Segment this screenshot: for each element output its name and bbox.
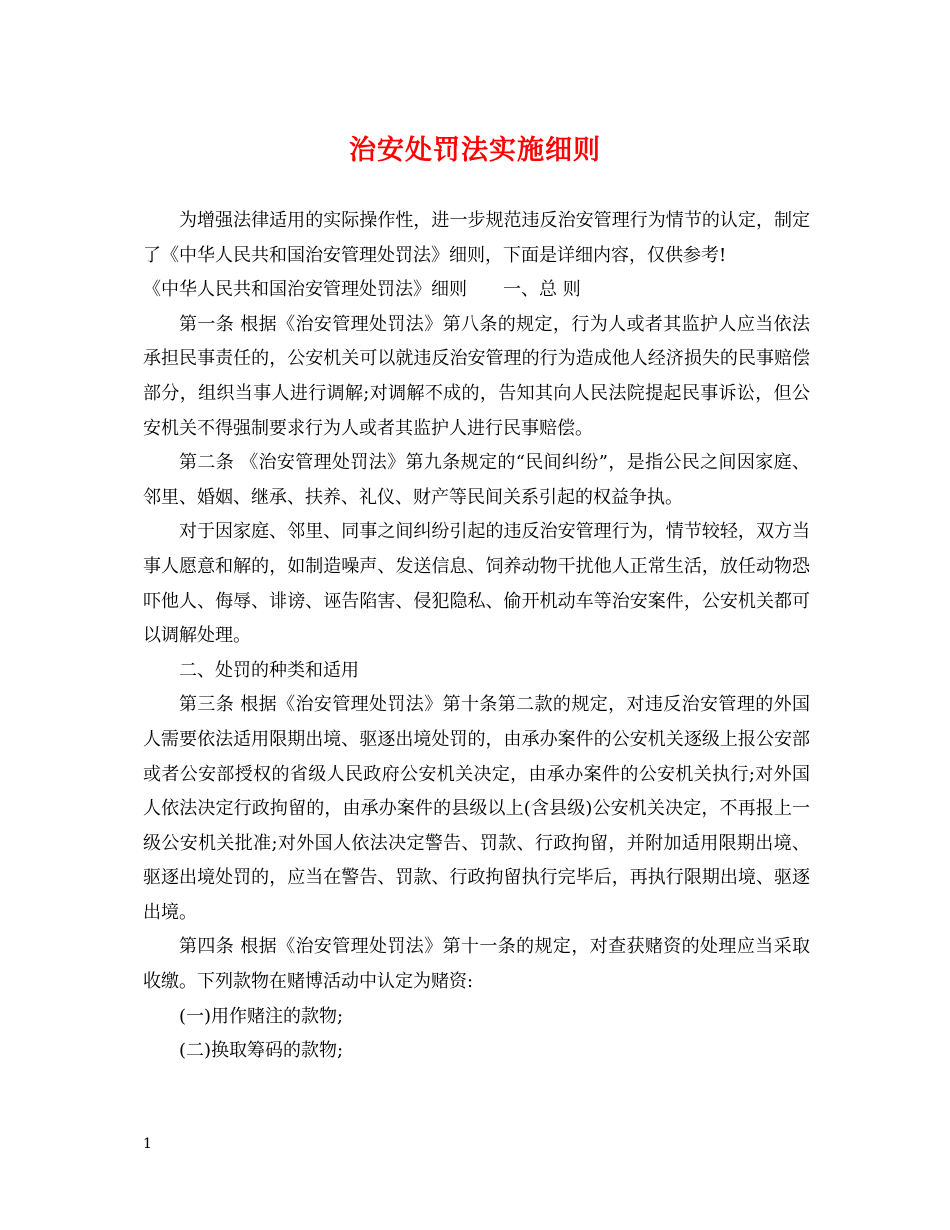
paragraph-article-1: 第一条 根据《治安管理处罚法》第八条的规定，行为人或者其监护人应当依法承担民事责任的，公安机关可以就违反治安管理的行为造成他人经济损失的民事赔偿部分，组织当事人进行调解;对调解不成的，告知其向人民法院提起民事诉讼，但公安机关不得强制要求行为人或者其监护人进行民事赔偿。 xyxy=(143,313,810,439)
paragraph-list-item-2: (二)换取筹码的款物; xyxy=(179,1040,344,1062)
paragraph-article-4: 第四条 根据《治安管理处罚法》第十一条的规定，对查获赌资的处理应当采取收缴。下列款物在赌博活动中认定为赌资: xyxy=(143,936,810,993)
paragraph-article-2: 第二条 《治安管理处罚法》第九条规定的“民间纠纷”，是指公民之间因家庭、邻里、婚姻、继承、扶养、礼仪、财产等民间关系引起的权益争执。 xyxy=(143,452,810,508)
paragraph-article-3: 第三条 根据《治安管理处罚法》第十条第二款的规定，对违反治安管理的外国人需要依法适用限期出境、驱逐出境处罚的，由承办案件的公安机关逐级上报公安部或者公安部授权的省级人民政府公安机关决定，由承办案件的公安机关执行;对外国人依法决定行政拘留的，由承办案件的县级以上(含县级)公安机关决定，不再报上一级公安机关批准;对外国人依法决定警告、罚款、行政拘留，并附加适用限期出境、驱逐出境处罚的，应当在警告、罚款、行政拘留执行完毕后，再执行限期出境、驱逐出境。 xyxy=(143,694,810,923)
document-body xyxy=(143,204,810,1069)
paragraph-heading-general: 《中华人民共和国治安管理处罚法》细则 一、总 则 xyxy=(143,279,581,301)
paragraph-section-2-heading: 二、处罚的种类和适用 xyxy=(179,659,359,681)
page-number: 1 xyxy=(143,1136,152,1152)
document-title: 治安处罚法实施细则 xyxy=(349,135,601,166)
paragraph-list-item-1: (一)用作赌注的款物; xyxy=(179,1005,344,1027)
paragraph-intro: 为增强法律适用的实际操作性，进一步规范违反治安管理行为情节的认定，制定了《中华人民共和国治安管理处罚法》细则，下面是详细内容，仅供参考! xyxy=(143,210,810,266)
paragraph-article-2-detail: 对于因家庭、邻里、同事之间纠纷引起的违反治安管理行为，情节较轻，双方当事人愿意和解的，如制造噪声、发送信息、饲养动物干扰他人正常生活，放任动物恐吓他人、侮辱、诽谤、诬告陷害、侵犯隐私、偷开机动车等治安案件，公安机关都可以调解处理。 xyxy=(143,521,810,647)
